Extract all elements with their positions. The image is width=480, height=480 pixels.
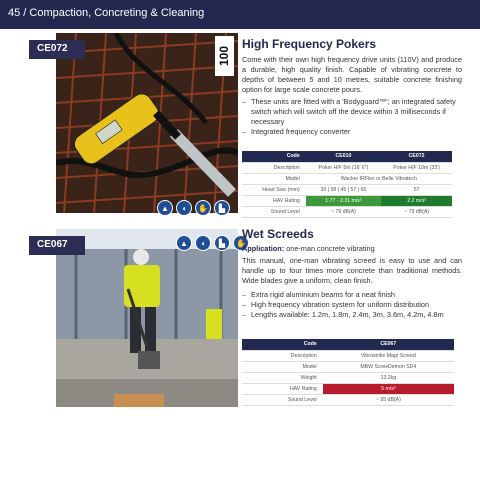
- table-header-row: [242, 339, 454, 350]
- gloves-icon: ✋: [195, 200, 211, 216]
- table-cell: 30 | 38 | 45 | 57 | 65: [306, 184, 381, 195]
- table-cell: Poker H/F 10m (33'): [381, 162, 452, 173]
- table-cell: ~ 79 dB(A): [306, 206, 381, 217]
- pokers-spec-table: [242, 151, 452, 218]
- screed-product-photo: [56, 229, 238, 407]
- table-header-cell: Code: [242, 151, 306, 162]
- ear-protection-icon: ◖: [195, 235, 211, 251]
- gloves-icon: ✋: [233, 235, 249, 251]
- table-row: [242, 184, 452, 195]
- table-row: [242, 162, 452, 173]
- page-header: [0, 0, 480, 29]
- list-item: – Lengths available: 1.2m, 1.8m, 2.4m, 3m, 3.6m, 4.2m, 4.8m: [242, 310, 464, 320]
- row-label: HAV Rating: [242, 383, 323, 394]
- hard-hat-icon: ▲: [176, 235, 192, 251]
- table-cell: 57: [381, 184, 452, 195]
- row-label: Head Size (mm): [242, 184, 306, 195]
- table-row: [242, 173, 452, 184]
- product-code-tag: CE072: [29, 40, 85, 59]
- table-cell: Poker H/F 5m (16' 6"): [306, 162, 381, 173]
- table-cell: MBW ScreeDemon SD4: [323, 361, 454, 372]
- row-label: Model: [242, 361, 323, 372]
- hav-rating-cell: 1.77 - 2.31 m/s²: [306, 195, 381, 206]
- application-line: [242, 244, 462, 254]
- boots-icon: ▙: [214, 235, 230, 251]
- hav-rating-cell: 5 m/s²: [323, 383, 454, 394]
- product-code-tag: CE067: [29, 236, 85, 255]
- table-row: [242, 361, 454, 372]
- table-row: [242, 195, 452, 206]
- table-row: [242, 394, 454, 405]
- ear-protection-icon: ◖: [176, 200, 192, 216]
- table-row: [242, 350, 454, 361]
- table-header-cell: CE072: [381, 151, 452, 162]
- list-item: – Extra rigid aluminium beams for a neat finish: [242, 290, 464, 300]
- row-label: HAV Rating: [242, 195, 306, 206]
- hav-rating-cell: 2.2 m/s²: [381, 195, 452, 206]
- row-label: Description: [242, 162, 306, 173]
- section-title-wet-screeds: Wet Screeds: [242, 227, 314, 241]
- table-header-row: [242, 151, 452, 162]
- boots-icon: ▙: [214, 200, 230, 216]
- ppe-icon-row: [157, 200, 230, 216]
- table-row: [242, 383, 454, 394]
- list-item: – These units are fitted with a 'Bodyguard™'; an integrated safety switch which will switch off the device within 3 milliseconds if necessary: [242, 97, 464, 127]
- application-text: one-man concrete vibrating: [286, 244, 375, 253]
- application-label: Application:: [242, 244, 285, 253]
- table-cell: Vibrostrike Magi Screed: [323, 350, 454, 361]
- row-label: Sound Level: [242, 206, 306, 217]
- section-title-high-frequency-pokers: High Frequency Pokers: [242, 37, 377, 51]
- screeds-feature-list: [242, 290, 464, 320]
- table-row: [242, 206, 452, 217]
- list-item: – High frequency vibration system for uniform distribution: [242, 300, 464, 310]
- table-cell: ~ 79 dB(A): [381, 206, 452, 217]
- poker-product-photo: [56, 33, 238, 213]
- pokers-description: Come with their own high frequency drive units (110V) and produce a durable, high quality finish. Capable of vibrating concrete to depths of between 5 and 10 metres, suitable concrete finishing option for large scale concrete pours.: [242, 55, 462, 94]
- table-header-cell: CE010: [306, 151, 381, 162]
- table-cell: 13.2kg: [323, 372, 454, 383]
- hard-hat-icon: ▲: [157, 200, 173, 216]
- ppe-icon-row: [176, 235, 249, 251]
- table-cell: ~ 95 dB(A): [323, 394, 454, 405]
- row-label: Model: [242, 173, 306, 184]
- screeds-spec-table: [242, 339, 454, 406]
- screeds-description: This manual, one-man vibrating screed is easy to use and can handle up to four times more concrete than traditional methods. Wide blades give a uniform, clean finish.: [242, 256, 462, 285]
- table-header-cell: Code: [242, 339, 323, 350]
- table-row: [242, 372, 454, 383]
- page-title: 45 / Compaction, Concreting & Cleaning: [8, 7, 205, 19]
- row-label: Description: [242, 350, 323, 361]
- table-header-cell: CE067: [323, 339, 454, 350]
- row-label: Weight: [242, 372, 323, 383]
- table-cell: Wacker IRFlex or Belle Vibratech: [306, 173, 452, 184]
- list-item: – Integrated frequency converter: [242, 127, 464, 137]
- row-label: Sound Level: [242, 394, 323, 405]
- voltage-badge: 100: [215, 36, 234, 76]
- pokers-feature-list: [242, 97, 464, 137]
